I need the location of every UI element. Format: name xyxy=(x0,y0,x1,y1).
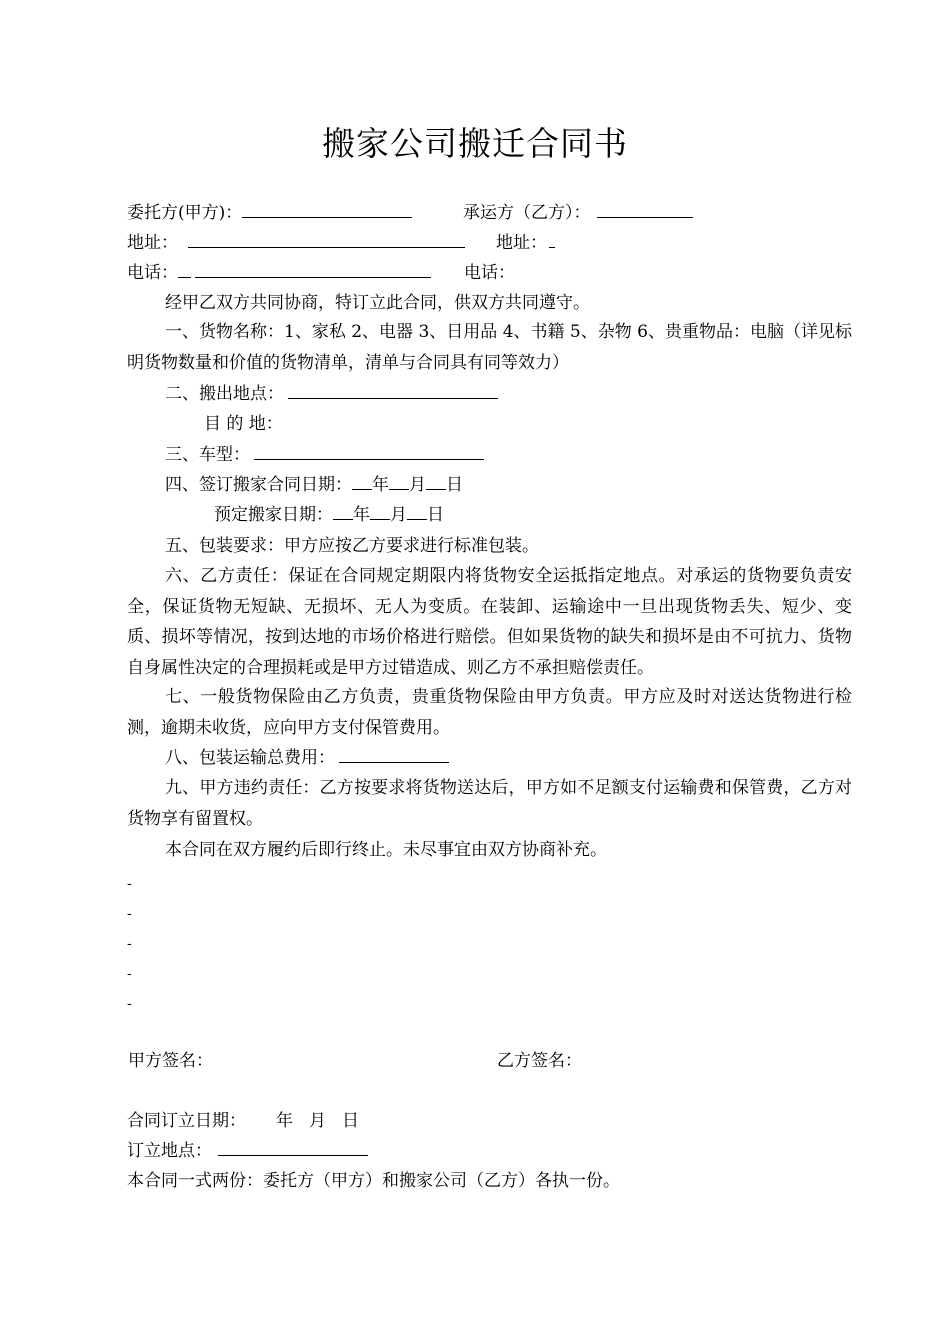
blank-line-marker: - xyxy=(127,996,132,1012)
contract-date-label: 合同订立日期： xyxy=(127,1111,246,1131)
clause-3-label: 三、车型： xyxy=(165,445,250,465)
total-fee-blank[interactable] xyxy=(339,747,449,763)
address-a-blank[interactable] xyxy=(188,232,465,248)
move-day-blank[interactable] xyxy=(407,504,427,520)
address-a-label: 地址： xyxy=(127,233,178,253)
clause-4-row xyxy=(165,474,463,496)
party-a-blank[interactable] xyxy=(242,202,412,218)
address-a-row xyxy=(127,232,465,254)
sign-year-blank[interactable] xyxy=(352,474,372,490)
closing-text: 本合同在双方履约后即行终止。未尽事宜由双方协商补充。 xyxy=(165,840,607,860)
clause-8-label: 八、包装运输总费用： xyxy=(165,748,335,768)
address-b-label: 地址： xyxy=(496,233,547,253)
party-a-row xyxy=(127,202,412,224)
intro-text: 经甲乙双方共同协商，特订立此合同，供双方共同遵守。 xyxy=(165,293,590,313)
party-b-row xyxy=(463,202,693,224)
phone-a-blank-short[interactable] xyxy=(178,262,191,278)
clause-2-label: 二、搬出地点： xyxy=(165,384,284,404)
clause-2-row xyxy=(165,383,498,405)
phone-a-blank[interactable] xyxy=(195,262,431,278)
party-b-label: 承运方（乙方）： xyxy=(463,203,591,223)
year-label: 年 xyxy=(276,1111,293,1131)
sign-day-blank[interactable] xyxy=(426,474,446,490)
blank-line-marker: - xyxy=(127,906,132,922)
phone-b-row xyxy=(464,262,515,284)
copies-note: 本合同一式两份：委托方（甲方）和搬家公司（乙方）各执一份。 xyxy=(127,1171,620,1191)
party-a-label: 委托方(甲方)： xyxy=(127,203,243,223)
blank-line-marker: - xyxy=(127,966,132,982)
contract-place-label: 订立地点： xyxy=(127,1141,212,1161)
clause-3-row xyxy=(165,444,484,466)
party-a-signature[interactable]: 甲方签名： xyxy=(128,1051,213,1071)
address-b-blank[interactable] xyxy=(549,232,555,248)
sign-month-blank[interactable] xyxy=(389,474,409,490)
clause-1: 一、货物名称：1、家私 2、电器 3、日用品 4、书籍 5、杂物 6、贵重物品：电脑（详见标明货物数量和价值的货物清单，清单与合同具有同等效力） xyxy=(127,322,852,373)
clause-8-row xyxy=(165,747,449,769)
day-label: 日 xyxy=(342,1111,359,1131)
destination-label: 目 的 地： xyxy=(204,414,283,434)
contract-place-blank[interactable] xyxy=(218,1140,368,1156)
party-b-signature[interactable]: 乙方签名： xyxy=(497,1051,582,1071)
pickup-location-blank[interactable] xyxy=(288,383,498,399)
month-label: 月 xyxy=(309,1111,326,1131)
contract-place-row xyxy=(127,1140,368,1162)
destination-row xyxy=(204,413,283,435)
blank-line-marker: - xyxy=(127,936,132,952)
phone-b-label: 电话： xyxy=(464,263,515,283)
move-month-blank[interactable] xyxy=(370,504,390,520)
year-label: 年 xyxy=(353,505,370,525)
address-b-row xyxy=(496,232,555,254)
document-title: 搬家公司搬迁合同书 xyxy=(322,124,628,163)
clause-4-label: 四、签订搬家合同日期： xyxy=(165,475,352,495)
year-label: 年 xyxy=(372,475,389,495)
clause-4b-label: 预定搬家日期： xyxy=(214,505,333,525)
month-label: 月 xyxy=(390,505,407,525)
blank-line-marker: - xyxy=(127,876,132,892)
day-label: 日 xyxy=(427,505,444,525)
vehicle-type-blank[interactable] xyxy=(254,444,484,460)
clause-6: 六、乙方责任：保证在合同规定期限内将货物安全运抵指定地点。对承运的货物要负责安全，保证货物无短缺、无损坏、无人为变质。在装卸、运输途中一旦出现货物丢失、短少、变质、损坏等情况，按到达地的市场价格进行赔偿。但如果货物的缺失和损坏是由不可抗力、货物自身属性决定的合理损耗或是甲方过错造成、则乙方不承担赔偿责任。 xyxy=(127,566,852,678)
phone-a-row xyxy=(127,262,431,284)
phone-a-label: 电话： xyxy=(127,263,178,283)
clause-7: 七、一般货物保险由乙方负责，贵重货物保险由甲方负责。甲方应及时对送达货物进行检测，逾期未收货，应向甲方支付保管费用。 xyxy=(127,687,852,738)
clause-4b-row xyxy=(214,504,444,526)
clause-5: 五、包装要求：甲方应按乙方要求进行标准包装。 xyxy=(165,536,539,556)
clause-9: 九、甲方违约责任：乙方按要求将货物送达后，甲方如不足额支付运输费和保管费，乙方对货物享有留置权。 xyxy=(127,778,852,829)
contract-date-row xyxy=(127,1110,359,1132)
month-label: 月 xyxy=(409,475,426,495)
day-label: 日 xyxy=(446,475,463,495)
party-b-blank[interactable] xyxy=(597,202,693,218)
move-year-blank[interactable] xyxy=(333,504,353,520)
